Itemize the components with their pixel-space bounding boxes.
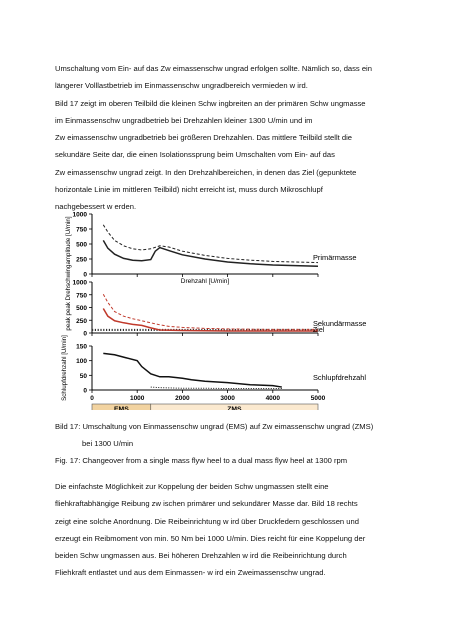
x-tick-label: 2000 bbox=[175, 395, 190, 402]
y-tick-label: 0 bbox=[83, 330, 87, 338]
text-line: zeigt eine solche Anordnung. Die Reibeinrichtung w ird über Druckfedern geschlossen und bbox=[55, 516, 359, 526]
y-tick-label: 150 bbox=[76, 343, 87, 351]
text-line: erzeugt ein Reibmoment von min. 50 Nm bei 1000 U/min. Dies reicht für eine Koppelung der bbox=[55, 533, 366, 543]
figure-caption bbox=[55, 418, 373, 469]
region-label: ZMS bbox=[227, 406, 242, 410]
text-line: Umschaltung vom Ein- auf das Zw eimassenschw ungrad erfolgen sollte. Nämlich so, dass ein bbox=[55, 64, 372, 73]
y-tick-label: 0 bbox=[83, 271, 87, 279]
text-line: sekundäre Seite dar, die einen Isolationssprung beim Umschalten vom Ein- auf das bbox=[55, 150, 335, 160]
x-tick-label: 1000 bbox=[129, 395, 145, 402]
text-line: Zw eimassenschw ungradbetrieb bei größeren Drehzahlen. Das mittlere Teilbild stellt die bbox=[55, 133, 353, 143]
y-tick-label: 750 bbox=[76, 292, 87, 300]
target-annotation: Ziel bbox=[313, 327, 325, 334]
text-line: nachgebessert w erden. bbox=[55, 202, 137, 212]
panel-label: Sekundärmasse bbox=[313, 319, 367, 328]
x-tick-label: 4000 bbox=[265, 395, 281, 402]
text-line: beiden Schw ungmassen aus. Bei höheren Drehzahlen w ird die Reibeinrichtung durch bbox=[55, 551, 347, 561]
text-line: fliehkraftabhängige Reibung zw ischen primärer und sekundärer Masse dar. Bild 18 rechts bbox=[55, 499, 358, 509]
text-line: im Einmassenschw ungradbetrieb bei Drehzahlen kleiner 1300 U/min und im bbox=[55, 115, 313, 125]
text-line: horizontale Linie im mittleren Teilbild) nicht erreicht ist, muss durch Mikroschlupf bbox=[55, 185, 323, 195]
panel-label: Primärmasse bbox=[313, 253, 357, 262]
y-axis-label: Schlupfdrehzahl [U/min] bbox=[61, 335, 68, 401]
series-line bbox=[151, 387, 282, 388]
caption-de-line-2: bei 1300 U/min bbox=[82, 439, 134, 448]
text-line: Zw eimassenschw ungrad zeigt. In den Drehzahlbereichen, in denen das Ziel (gepunktete bbox=[55, 167, 357, 177]
x-tick-label: 5000 bbox=[310, 395, 326, 402]
text-line: Bild 17 zeigt im oberen Teilbild die kleinen Schw ingbreiten an der primären Schw ungmasse bbox=[55, 98, 366, 108]
y-tick-label: 500 bbox=[76, 241, 87, 249]
shared-y-axis-label: peak peak Drehschwingamplitude [U/min] bbox=[65, 216, 72, 331]
text-line: Fliehkraft entlastet und aus dem Einmassen- w ird ein Zweimassenschw ungrad. bbox=[55, 568, 326, 578]
y-tick-label: 500 bbox=[76, 305, 87, 312]
region-label: EMS bbox=[114, 406, 129, 410]
x-tick-label: 0 bbox=[90, 395, 94, 402]
y-tick-label: 50 bbox=[79, 372, 87, 380]
y-tick-label: 250 bbox=[76, 317, 87, 325]
text-line: Die einfachste Möglichkeit zur Koppelung der beiden Schw ungmassen stellt eine bbox=[55, 482, 329, 491]
x-tick-label: 3000 bbox=[220, 395, 235, 402]
caption-de-line-1: Bild 17: Umschaltung von Einmassenschw ungrad (EMS) auf Zw eimassenschw ungrad (ZMS) bbox=[55, 422, 374, 431]
series-line bbox=[103, 309, 318, 331]
panel-label: Schlupfdrehzahl bbox=[313, 373, 367, 382]
text-line: längerer Volllastbetrieb im Einmassenschw ungradbereich vermieden w ird. bbox=[55, 81, 308, 91]
paragraph-2 bbox=[55, 478, 400, 582]
x-axis-label: Drehzahl [U/min] bbox=[180, 278, 230, 285]
y-tick-label: 100 bbox=[76, 358, 87, 366]
series-line bbox=[103, 225, 318, 263]
series-line bbox=[103, 353, 282, 387]
series-line bbox=[103, 240, 318, 266]
y-tick-label: 250 bbox=[76, 256, 87, 264]
y-tick-label: 750 bbox=[76, 226, 87, 234]
y-tick-label: 0 bbox=[83, 387, 87, 395]
figure-17-chart bbox=[0, 180, 452, 410]
y-tick-label: 1000 bbox=[72, 211, 87, 219]
y-tick-label: 1000 bbox=[72, 279, 87, 287]
caption-en: Fig. 17: Changeover from a single mass flyw heel to a dual mass flyw heel at 1300 rpm bbox=[55, 456, 348, 465]
